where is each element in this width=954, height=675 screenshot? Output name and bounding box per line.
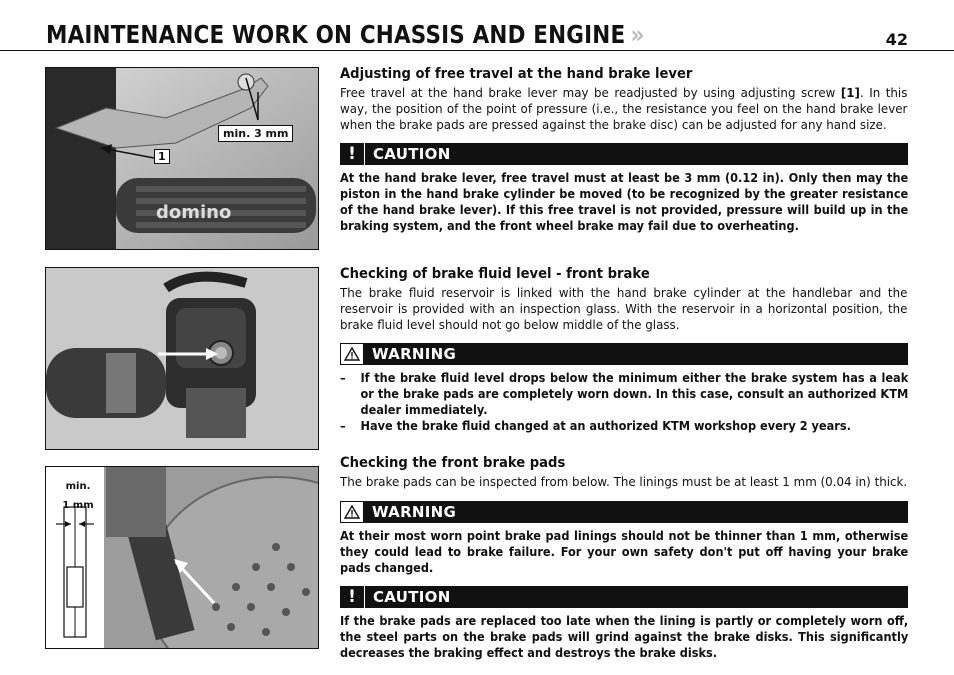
caution-text: At the hand brake lever, free travel must at least be 3 mm (0.12 in). Only then may the piston in the hand brake cylinder be moved (to be recognized by the greater resistance of the hand brake lever). If this free travel is not provided, pressure will build up in the braking system, and the front wheel brake may fail due to overheating. — [340, 171, 909, 233]
section-brake-pads — [340, 455, 908, 661]
brake-fluid-reservoir-illustration — [46, 268, 318, 449]
exclamation-icon: ! — [340, 143, 365, 165]
brake-pads-photo — [45, 466, 319, 649]
caution-text: If the brake pads are replaced too late when the lining is partly or completely worn off, the steel parts on the brake pads will grind against the brake disks. This significantly decreases the braking effect and destroys the brake disks. — [340, 614, 909, 660]
section-free-travel — [340, 66, 908, 234]
section-brake-fluid — [340, 266, 908, 434]
lining-min-label: min. — [65, 481, 91, 492]
page-number: 42 — [885, 30, 908, 49]
section-title: Checking the front brake pads — [340, 455, 566, 471]
warning-label: WARNING — [372, 345, 457, 363]
caution-bar — [340, 143, 908, 165]
warning-triangle-icon — [340, 501, 364, 523]
lining-thickness-label — [56, 477, 100, 515]
page-title — [46, 20, 645, 49]
caution-bar — [340, 586, 908, 608]
warning-bullets — [340, 370, 908, 434]
list-item-text: Have the brake fluid changed at an authorized KTM workshop every 2 years. — [360, 419, 851, 433]
section-body: The brake fluid reservoir is linked with the hand brake cylinder at the handlebar and the reservoir is provided with an inspection glass. With the reservoir in a horizontal position, the brake fluid level should not go below middle of the glass. — [340, 286, 908, 332]
page-title-text: MAINTENANCE WORK ON CHASSIS AND ENGINE — [46, 20, 626, 49]
list-item: – If the brake fluid level drops below the minimum either the brake system has a leak or the brake pads are completely worn down. In this case, consult an authorized KTM dealer immediately. — [340, 371, 909, 417]
warning-bar — [340, 343, 908, 365]
warning-label: WARNING — [372, 503, 457, 521]
brake-fluid-reservoir-photo — [45, 267, 319, 450]
warning-bar — [340, 501, 908, 523]
adjusting-screw-marker: 1 — [154, 149, 170, 164]
lining-value-label: 1 mm — [62, 500, 94, 511]
caution-label: CAUTION — [373, 588, 451, 606]
section-title: Checking of brake fluid level - front brake — [340, 266, 650, 282]
body-text: . In this way, the position of the point of pressure (i.e., the resistance you feel on the hand brake lever when the brake pads are pressed against the brake disc) can be adjusted for any hand size. — [340, 86, 908, 132]
section-title: Adjusting of free travel at the hand brake lever — [340, 66, 693, 82]
svg-text:domino: domino — [156, 202, 232, 223]
section-body — [340, 85, 907, 133]
list-item-text: If the brake fluid level drops below the minimum either the brake system has a leak or the brake pads are completely worn down. In this case, consult an authorized KTM dealer immediately. — [360, 371, 909, 417]
exclamation-icon: ! — [340, 586, 365, 608]
list-item: – Have the brake fluid changed at an authorized KTM workshop every 2 years. — [340, 418, 908, 434]
hand-brake-lever-photo — [45, 67, 319, 250]
warning-triangle-icon — [340, 343, 364, 365]
adjusting-screw-reference: [1] — [840, 86, 860, 100]
page-header — [0, 0, 954, 51]
caution-label: CAUTION — [373, 145, 451, 163]
chevron-icon: » — [630, 20, 645, 49]
section-body: The brake pads can be inspected from below. The linings must be at least 1 mm (0.04 in) thick. — [340, 475, 908, 489]
clearance-label: min. 3 mm — [218, 125, 293, 142]
body-text: Free travel at the hand brake lever may be readjusted by using adjusting screw — [340, 86, 841, 100]
hand-brake-lever-illustration — [46, 68, 318, 249]
warning-text: At their most worn point brake pad linings should not be thinner than 1 mm, otherwise they could lead to brake failure. For your own safety don't put off having your brake pads changed. — [340, 529, 909, 575]
